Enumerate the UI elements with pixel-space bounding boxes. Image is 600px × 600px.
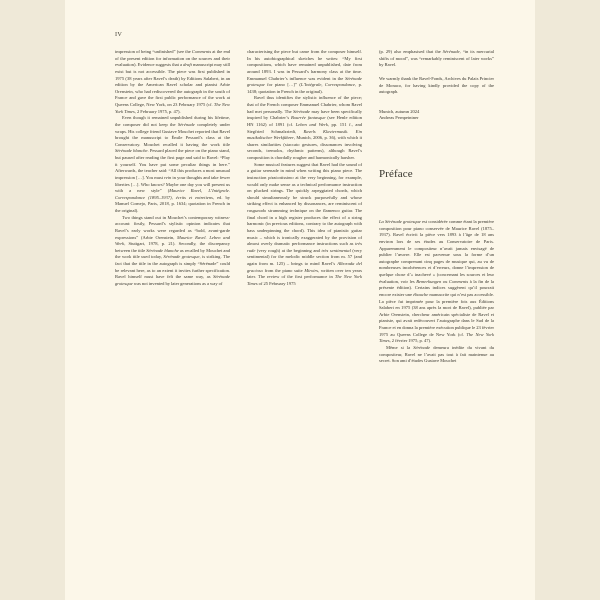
preface-heading: Préface xyxy=(379,168,413,180)
paragraph: Ravel thus identifies the stylistic influence of the piece; that of the French composer Emmanuel Chabrier, whom Ravel had met personally. The Sérénade may have been specifically inspired by Chabrier’s Bourrée fantasque (see Henle edition HN 1162) of 1891 (cf. Leben and Werk, pp. 151 f., and Siegfried Schmalzriedt, Ravels Klaviermusik. Ein musikalischer Werkführer, Munich, 2006, p. 36), with which it shares similarities (staccato gestures, dissonances involving seconds, tremolos, rhythmic patterns), although Ravel’s composition is chordally rougher and harmonically harsher. xyxy=(247,95,362,160)
column-three xyxy=(379,49,494,579)
paragraph: impression of being “unfinished” (see the Comments at the end of the present edition for information on the sources and their evaluation). Evidence suggests that a draft manuscript may still exist but is not accessible. The piece was first published in 1975 (38 years after Ravel’s death) by Editions Salabert, in an edition by the American Ravel scholar and pianist Arbie Orenstein, who had rediscovered the autograph in the south of France and gave the first public performance of the work at Queens College, New York, on 23 February 1975 (cf. The New York Times, 2 February 1975, p. 47). xyxy=(115,49,231,114)
signature-place-date: Munich, autumn 2024 xyxy=(379,108,420,114)
spacer xyxy=(379,96,494,109)
page-sheet xyxy=(65,0,535,600)
paragraph: (p. 29) also emphasised that the Sérénade, “in its mercurial shifts of mood”, was “remarkably reminiscent of later works” by Ravel. xyxy=(379,49,494,68)
spacer xyxy=(379,69,494,76)
paragraph: Even though it remained unpublished during his lifetime, the composer did not keep the Sérénade completely under wraps. His college friend Gustave Mouchet reported that Ravel brought the manuscript to Émile Pessard’s class at the Conservatory. Mouchet recalled it having the work title Sérénade blanche. Pessard placed the piece on the piano stand, but paused after reading the first page and said to Ravel: “Play it yourself. You have put some peculiar things in here.” Afterwards, the teacher said: “All this produces a most unusual impression […]. You must rein in your thoughts and take fewer liberties […]. Who knows? Maybe one day you will present us with a new style” (Maurice Ravel, L’Intégrale. Correspondance (1895–1937), écrits et entretiens, ed. by Manuel Cornejo, Paris, 2018, p. 1634; quotation in French in the original). xyxy=(115,115,231,213)
folio-page-number: IV xyxy=(115,31,123,38)
spacer xyxy=(379,181,494,219)
paragraph: Même si la Sérénade demeura inédite du vivant du compositeur, Ravel ne l’avait pas tout à fait maintenue au secret. Son ami d’études Gustave Mouchet xyxy=(379,344,495,364)
column-two xyxy=(247,49,362,579)
paragraph: Some musical features suggest that Ravel had the sound of a guitar serenade in mind when writing this piano piece. The instruction pizzicatissimo at the very beginning, for example, would only make sense as a technical performance instruction on plucked strings. The quickly arpeggiated chords, which should simultaneously be struck purposefully and whose striking effect is enhanced by dissonances, are reminiscent of rasgueado strumming technique on the flamenco guitar. The final chord in a high register produces the effect of a string harmonic (in previous editions, contrary to the autograph with bass underpinning the chord). This idea of pianistic guitar music – which is ironically exaggerated by the provision of almost overly dramatic performance instructions such as très rude (very rough) at the beginning and très sentimental (very sentimental) for the melodic middle section from m. 57 (and again from m. 125) – brings to mind Ravel’s Alborada del gracioso from the piano suite Miroirs, written over ten years later. The review of the first performance in The New York Times of 25 February 1975 xyxy=(247,161,362,286)
paragraph: characterising the piece but came from the composer himself. In his autobiographical sketches he writes: “My first compositions, which have remained unpublished, date from around 1893. I was in Pessard’s harmony class at the time. Emmanuel Chabrier’s influence was evident in the Sérénade grotesque for piano […]” (L’Intégrale, Correspondance, p. 1438; quotation in French in the original). xyxy=(247,49,362,94)
paragraph: La Sérénade grotesque est considérée comme étant la première composition pour piano conservée de Maurice Ravel (1875–1937). Ravel écrivit la pièce vers 1893 à l’âge de 18 ans environ lors de ses études au Conservatoire de Paris. Apparemment le compositeur n’avait jamais envisagé de publier l’œuvre. Elle est parvenue sous la forme d’un autographe comprenant cinq pages de musique qui, au vu de nombreuses incohérences et d’erreurs, donne l’impression de quelque chose d’« inachevé » (concernant les sources et leur évaluation, voir les Bemerkungen ou Comments à la fin de la présente édition). Certains indices suggèrent qu’il pourrait encore exister une ébauche manuscrite qui n’est pas accessible. La pièce fut imprimée pour la première fois aux Éditions Salabert en 1975 (38 ans après la mort de Ravel), publiée par Arbie Orenstein, chercheur américain spécialiste de Ravel et pianiste, qui avait redécouvert l’autographe dans le Sud de la France et en donna la première exécution publique le 23 février 1975 au Queens College de New York (cf. The New York Times, 2 février 1975, p. 47). xyxy=(379,219,495,344)
text-columns xyxy=(115,49,495,579)
acknowledgement-paragraph: We warmly thank the Ravel-Fonds, Archives du Palais Princier de Monaco, for having kindly provided the copy of the autograph. xyxy=(379,75,494,95)
column-one xyxy=(115,49,230,579)
signature-author: Andreas Pernpeintner xyxy=(379,115,419,121)
paragraph: Two things stand out in Mouchet’s contemporary witness-account: firstly, Pessard’s stylistic opinion indicates that Ravel’s early works were regarded as “bold, avant-garde expressions” (Arbie Orenstein, Maurice Ravel. Leben and Werk, Stuttgart, 1978, p. 21). Secondly, the discrepancy between the title Sérénade blanche as recalled by Mouchet and the work title used today, Sérénade grotesque, is striking. The fact that the title in the autograph is simply “Sérénade” could be relevant here, as to an extent it invites further specification. Ravel himself must have felt the same way, as Sérénade grotesque was not invented by later generations as a way of xyxy=(115,214,231,286)
spacer xyxy=(379,122,494,168)
